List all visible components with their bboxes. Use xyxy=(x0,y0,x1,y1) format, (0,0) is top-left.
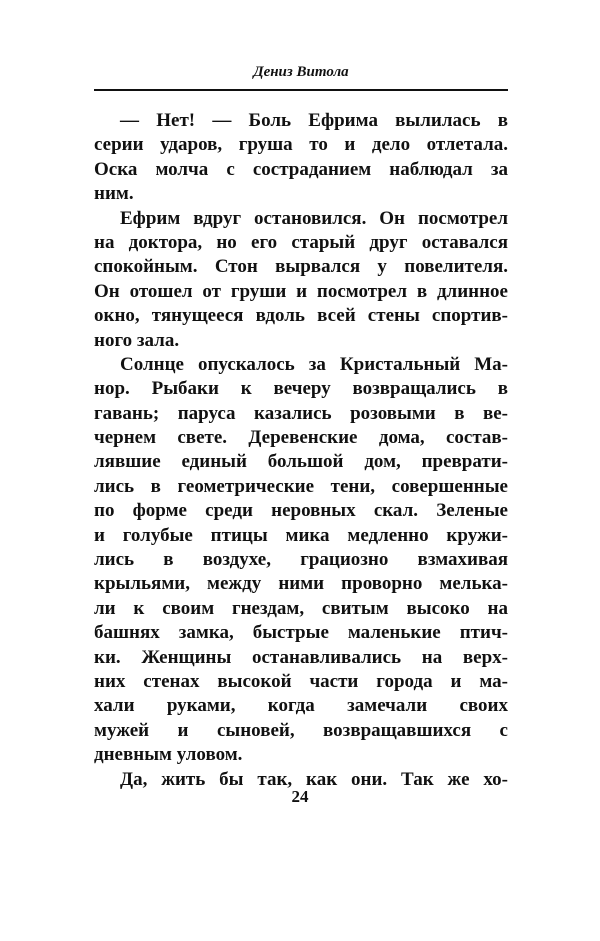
text-line: дневным уловом. xyxy=(94,744,243,766)
text-line: чернем свете. Деревенские дома, состав- xyxy=(94,427,508,449)
text-line: по форме среди неровных скал. Зеленые xyxy=(94,500,508,522)
text-line: крыльями, между ними проворно мелька- xyxy=(94,573,508,595)
text-line: нор. Рыбаки к вечеру возвращались в xyxy=(94,378,508,400)
text-line: ним. xyxy=(94,183,134,205)
text-line: лявшие единый большой дом, преврати- xyxy=(94,451,508,473)
paragraph xyxy=(94,207,508,353)
text-line: хали руками, когда замечали своих xyxy=(94,695,508,717)
paragraph xyxy=(94,353,508,768)
text-line: них стенах высокой части города и ма- xyxy=(94,670,508,692)
text-line: Он отошел от груши и посмотрел в длинное xyxy=(94,280,508,302)
text-line: Ефрим вдруг остановился. Он посмотрел xyxy=(120,207,508,229)
text-line: ли к своим гнездам, свитым высоко на xyxy=(94,597,508,619)
header-rule xyxy=(94,89,508,91)
text-line: лись в геометрические тени, совершенные xyxy=(94,475,508,497)
text-line: и голубые птицы мика медленно кружи- xyxy=(94,524,508,546)
body-text xyxy=(94,109,508,792)
text-line: серии ударов, груша то и дело отлетала. xyxy=(94,134,508,156)
text-line: лись в воздухе, грациозно взмахивая xyxy=(94,549,508,571)
text-line: окно, тянущееся вдоль всей стены спортив- xyxy=(94,305,508,327)
text-line: — Нет! — Боль Ефрима вылилась в xyxy=(120,110,508,131)
text-line: Солнце опускалось за Кристальный Ма- xyxy=(120,353,508,375)
text-line: ного зала. xyxy=(94,329,180,351)
running-header: Дениз Витола xyxy=(253,64,349,80)
text-line: Оска молча с состраданием наблюдал за xyxy=(94,158,508,180)
text-line: на доктора, но его старый друг оставался xyxy=(94,231,508,253)
page-number: 24 xyxy=(291,787,309,806)
text-line: мужей и сыновей, возвращавшихся с xyxy=(94,719,508,741)
text-line: ки. Женщины останавливались на верх- xyxy=(94,646,508,668)
text-line: Да, жить бы так, как они. Так же хо- xyxy=(120,768,508,790)
paragraph xyxy=(94,109,508,207)
text-line: гавань; паруса казались розовыми в ве- xyxy=(94,402,508,424)
text-line: башнях замка, быстрые маленькие птич- xyxy=(94,622,508,644)
text-line: спокойным. Стон вырвался у повелителя. xyxy=(94,256,508,278)
